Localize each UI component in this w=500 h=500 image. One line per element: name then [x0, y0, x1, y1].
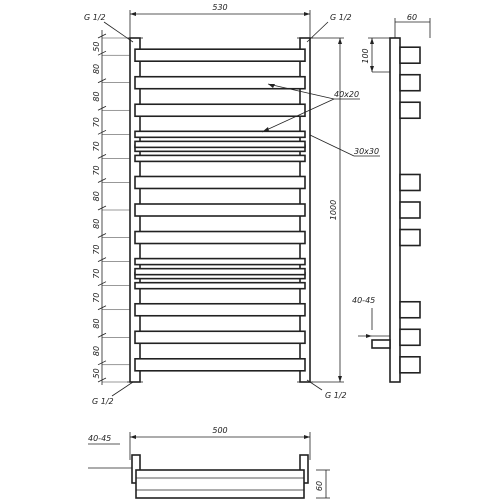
- thin-bar: [135, 269, 305, 275]
- spacing-label: 80: [92, 345, 101, 357]
- thin-bar: [135, 141, 305, 147]
- spacing-label: 70: [92, 141, 101, 152]
- depth-dimension-label: 60: [406, 13, 418, 22]
- spacing-label: 70: [92, 244, 101, 255]
- side-bar: [400, 302, 420, 318]
- side-bar: [400, 174, 420, 190]
- wide-bar: [135, 204, 305, 216]
- width-dimension-label: 530: [212, 3, 228, 12]
- height-dimension-label: 1000: [329, 199, 338, 221]
- side-bar: [400, 102, 420, 118]
- spacing-label: 70: [92, 165, 101, 176]
- spacing-label: 80: [92, 218, 101, 229]
- thread-label-top-left: G 1/2: [84, 13, 106, 22]
- wide-bar: [135, 232, 305, 244]
- horizontal-bars: [135, 49, 305, 371]
- side-bar: [400, 230, 420, 246]
- bottom-frame: [136, 470, 304, 498]
- bottom-view: [88, 426, 330, 498]
- spacing-label: 80: [92, 63, 101, 75]
- offset-dimension-label: 100: [361, 48, 370, 64]
- spacing-label: 80: [92, 318, 101, 329]
- side-bars: [400, 47, 420, 373]
- thin-bar: [135, 155, 305, 161]
- wide-bar: [135, 176, 305, 188]
- wide-bar: [135, 359, 305, 371]
- side-post: [390, 38, 400, 382]
- wide-bar: [135, 304, 305, 316]
- wide-bar: [135, 49, 305, 61]
- spacing-ticks: [92, 34, 130, 382]
- thread-label-top-right: G 1/2: [330, 13, 352, 22]
- bottom-depth-label: 60: [315, 480, 324, 492]
- wide-bar: [135, 104, 305, 116]
- side-bar: [400, 75, 420, 91]
- wall-gap-label-bottom: 40-45: [88, 434, 112, 443]
- spacing-label: 70: [92, 117, 101, 128]
- bottom-width-label: 500: [212, 426, 228, 435]
- post-size-label: 30x30: [354, 147, 380, 156]
- spacing-label: 80: [92, 91, 101, 102]
- thin-bar: [135, 283, 305, 289]
- side-view: [352, 13, 430, 382]
- spacing-label: 80: [92, 191, 101, 202]
- front-view: [84, 3, 380, 406]
- side-bar: [400, 202, 420, 218]
- wide-bar: [135, 331, 305, 343]
- spacing-label: 50: [92, 41, 101, 52]
- spacing-label: 70: [92, 268, 101, 279]
- wall-gap-label-side: 40-45: [352, 296, 376, 305]
- bar-size-label: 40x20: [334, 90, 360, 99]
- spacing-label: 70: [92, 292, 101, 303]
- side-bar: [400, 329, 420, 345]
- spacing-label: 50: [92, 368, 101, 379]
- thread-label-bottom-right: G 1/2: [325, 391, 347, 400]
- thin-bar: [135, 131, 305, 137]
- side-bar: [400, 47, 420, 63]
- thread-label-bottom-left: G 1/2: [92, 397, 114, 406]
- thin-bar: [135, 259, 305, 265]
- side-bar: [400, 357, 420, 373]
